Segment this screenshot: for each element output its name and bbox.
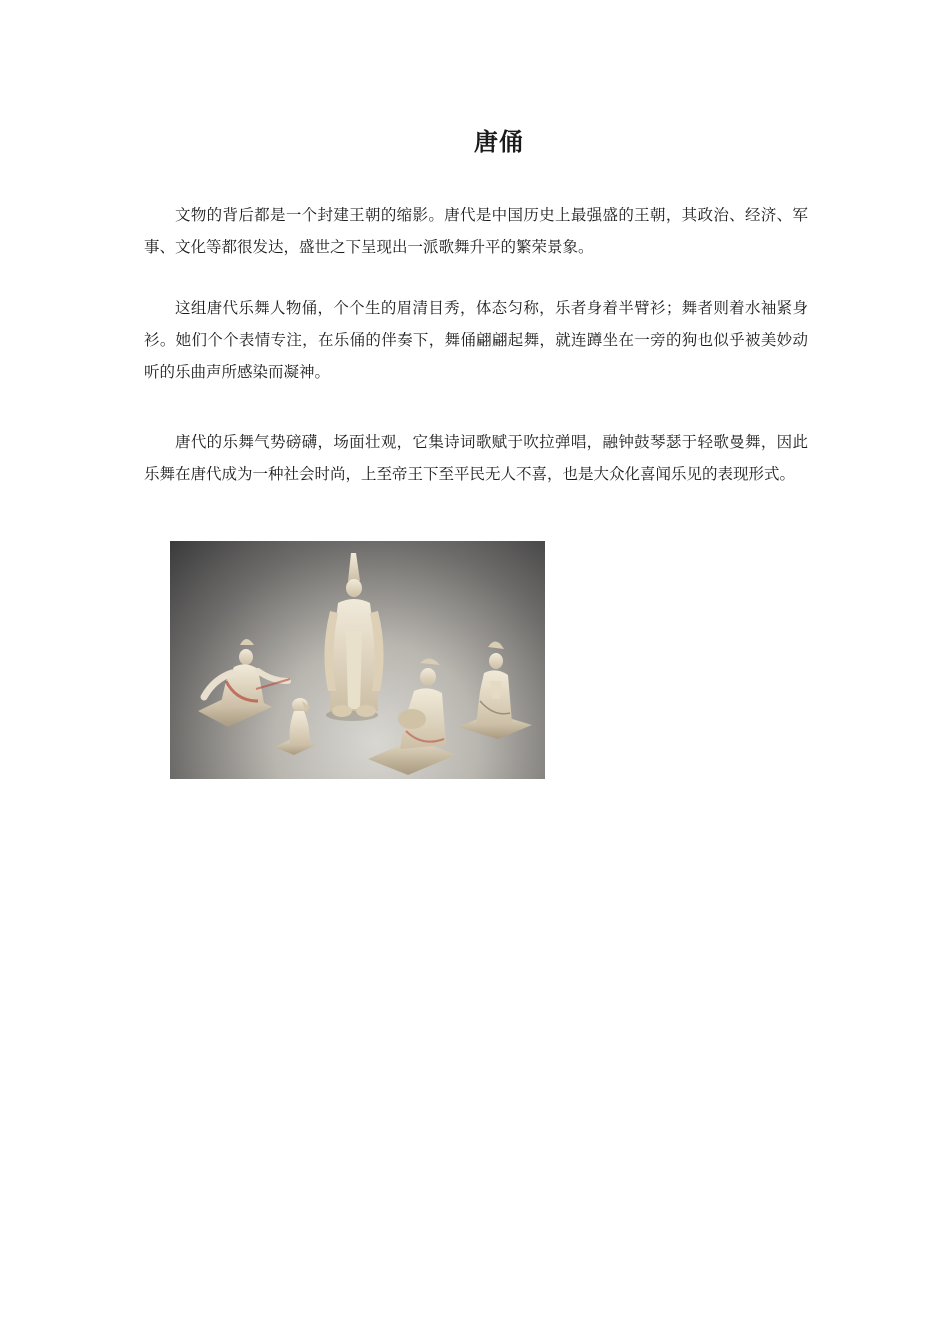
dog-figurine bbox=[274, 698, 316, 755]
tang-figurines-photo bbox=[170, 541, 545, 779]
page-title: 唐俑 bbox=[474, 128, 524, 156]
kneeling-figurine bbox=[458, 641, 532, 739]
paragraph-figurines: 这组唐代乐舞人物俑，个个生的眉清目秀，体态匀称，乐者身着半臂衫；舞者则着水袖紧身衫。她们个个表情专注，在乐俑的伴奏下，舞俑翩翩起舞，就连蹲坐在一旁的狗也似乎被美妙动听的乐曲声所感染而凝神。 bbox=[144, 299, 808, 381]
dancer-figurine bbox=[198, 639, 290, 727]
paragraph-music-dance: 唐代的乐舞气势磅礴，场面壮观，它集诗词歌赋于吹拉弹唱，融钟鼓琴瑟于轻歌曼舞，因此乐舞在唐代成为一种社会时尚，上至帝王下至平民无人不喜，也是大众化喜闻乐见的表现形式。 bbox=[144, 433, 808, 483]
paragraph-intro: 文物的背后都是一个封建王朝的缩影。唐代是中国历史上最强盛的王朝，其政治、经济、军事、文化等都很发达，盛世之下呈现出一派歌舞升平的繁荣景象。 bbox=[144, 206, 808, 256]
standing-figurine bbox=[324, 553, 383, 721]
